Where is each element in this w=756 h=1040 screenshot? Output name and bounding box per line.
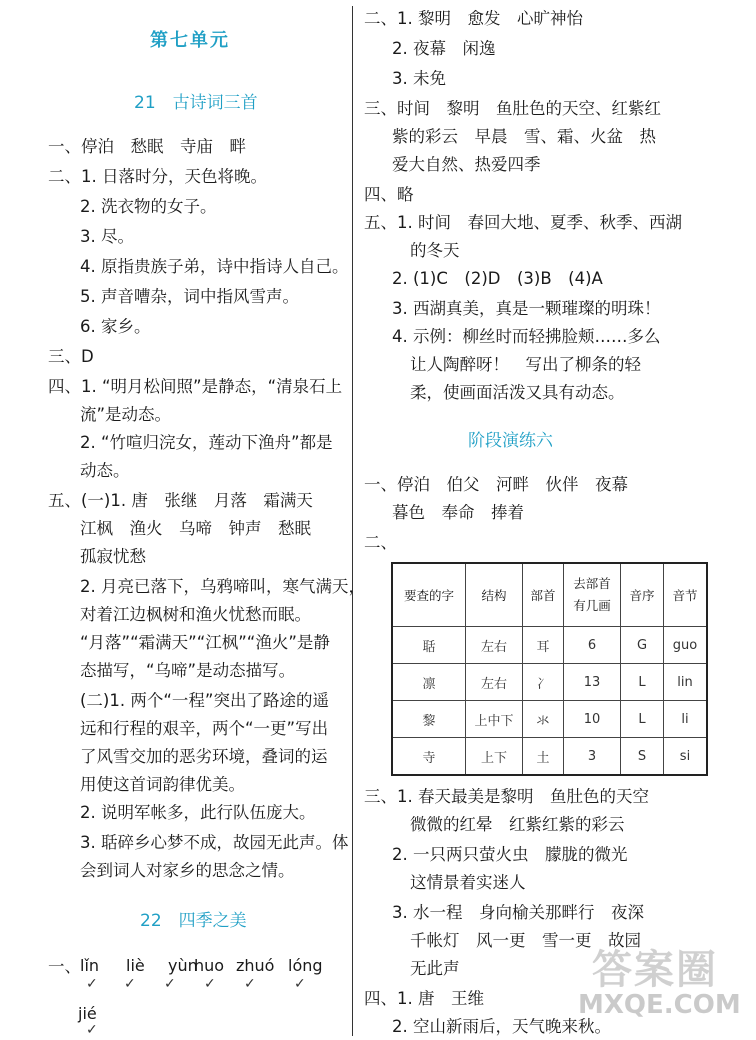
pinyin-item: liè [126,956,145,975]
answer-line: 二、1. 日落时分，天色将晚。 [48,167,267,186]
answer-line: 会到词人对家乡的思念之情。 [80,861,295,880]
table-cell: 冫 [523,664,564,701]
table-header-cell: 去部首 有几画 [564,563,621,627]
answer-line: 一、停泊 愁眠 寺庙 畔 [48,137,246,156]
answer-line: 3. 水一程 身向榆关那畔行 夜深 [392,903,644,922]
table-cell: li [664,701,708,738]
answer-line: 6. 家乡。 [80,317,151,336]
table-row [392,701,707,738]
lesson-22-title: 22 四季之美 [140,911,247,931]
table-cell: si [664,738,708,776]
table-header-row [392,563,707,627]
table-cell: L [621,664,664,701]
table-header-cell: 要查的字 [392,563,466,627]
table-cell: guo [664,627,708,664]
table-cell: 耳 [523,627,564,664]
answer-line: 三、1. 春天最美是黎明 鱼肚色的天空 [364,787,649,806]
answer-line: 孤寂忧愁 [80,547,146,566]
column-divider [352,6,353,1036]
watermark-url: MXQE.COM [578,990,741,1020]
answer-line: 用使这首词韵律优美。 [80,775,245,794]
table-cell: G [621,627,664,664]
pinyin-item: zhuó [236,956,275,975]
table-cell: 土 [523,738,564,776]
table-header-cell: 音节 [664,563,708,627]
answer-line: 这情景着实迷人 [410,873,526,892]
table-cell: 上下 [466,738,523,776]
check-mark-icon: ✓ [204,976,216,992]
answer-line: 一、停泊 伯父 河畔 伙伴 夜幕 [364,475,628,494]
answer-line: 态描写，“乌啼”是动态描写。 [80,661,296,680]
answer-line: 对着江边枫树和渔火忧愁而眠。 [80,605,311,624]
pinyin-item: lǐn [80,956,100,975]
table-cell: 6 [564,627,621,664]
answer-line: 远和行程的艰辛，两个“一更”写出 [80,719,329,738]
answer-line: 二、1. 黎明 愈发 心旷神怡 [364,9,583,28]
pinyin-item: lóng [288,956,323,975]
answer-line: 无此声 [410,959,460,978]
pinyin-prefix: 一、 [48,957,81,976]
answer-line: 的冬天 [410,241,460,260]
answer-line: 三、时间 黎明 鱼肚色的天空、红紫红 [364,99,661,118]
answer-line: 紫的彩云 早晨 雪、霜、火盆 热 [392,127,656,146]
table-cell: 10 [564,701,621,738]
table-row [392,738,707,776]
pinyin-item: yùn [168,956,198,975]
answer-line: 2. “竹喧归浣女，莲动下渔舟”都是 [80,433,333,452]
answer-line: 爱大自然、热爱四季 [392,155,541,174]
answer-line: 2. (1)C (2)D (3)B (4)A [392,269,603,288]
answer-line: 流”是动态。 [80,405,172,424]
answer-line: 柔，使画面活泼又具有动态。 [410,383,625,402]
answer-line: 四、略 [364,185,414,204]
table-row [392,627,707,664]
unit-title: 第七单元 [150,30,230,51]
answer-line: 2. 空山新雨后，天气晚来秋。 [392,1017,611,1036]
answer-line: 3. 尽。 [80,227,134,246]
answer-line: 动态。 [80,461,130,480]
table-cell: S [621,738,664,776]
check-mark-icon: ✓ [86,1022,98,1038]
answer-line: 让人陶醉呀！ 写出了柳条的轻 [410,355,641,374]
watermark-logo: 答案圈 [592,947,718,993]
stage-title: 阶段演练六 [468,431,553,451]
answer-line: 2. 月亮已落下，乌鸦啼叫，寒气满天， [80,577,365,596]
answer-line: 2. 一只两只萤火虫 朦胧的微光 [392,845,628,864]
answer-line: 了风雪交加的恶劣环境，叠词的运 [80,747,328,766]
answer-line: 2. 说明军帐多，此行队伍庞大。 [80,803,316,822]
answer-line: 五、1. 时间 春回大地、夏季、秋季、西湖 [364,213,682,232]
character-lookup-table [391,562,708,776]
table-header-cell: 音序 [621,563,664,627]
answer-line: 暮色 奉命 捧着 [392,503,524,522]
table-cell: 黎 [392,701,466,738]
lesson-21-title: 21 古诗词三首 [134,93,258,113]
answer-line: (二)1. 两个“一程”突出了路途的遥 [80,691,329,710]
answer-line: 4. 示例：柳丝时而轻拂脸颊……多么 [392,327,661,346]
answer-line: 三、D [48,347,94,366]
pinyin-item: huo [194,956,225,975]
table-cell: 氺 [523,701,564,738]
pinyin-item: jié [78,1004,97,1023]
answer-line: 3. 西湖真美，真是一颗璀璨的明珠！ [392,299,661,318]
answer-line: 2. 夜幕 闲逸 [392,39,496,58]
table-cell: L [621,701,664,738]
table-header-cell: 部首 [523,563,564,627]
table-cell: 寺 [392,738,466,776]
table-cell: 凛 [392,664,466,701]
check-mark-icon: ✓ [86,976,98,992]
answer-line: 微微的红晕 红紫红紫的彩云 [410,815,625,834]
table-cell: 聒 [392,627,466,664]
table-cell: 上中下 [466,701,523,738]
answer-line: 江枫 渔火 乌啼 钟声 愁眠 [80,519,311,538]
answer-line: 3. 聒碎乡心梦不成，故园无此声。体 [80,833,349,852]
check-mark-icon: ✓ [294,976,306,992]
check-mark-icon: ✓ [124,976,136,992]
answer-line: 四、1. 唐 王维 [364,989,484,1008]
table-cell: 左右 [466,664,523,701]
table-cell: lin [664,664,708,701]
answer-line: 5. 声音嘈杂，词中指风雪声。 [80,287,299,306]
answer-line: “月落”“霜满天”“江枫”“渔火”是静 [80,633,330,652]
answer-line: 2. 洗衣物的女子。 [80,197,217,216]
table-cell: 3 [564,738,621,776]
table-row [392,664,707,701]
table-header-cell: 结构 [466,563,523,627]
answer-line: 二、 [364,533,397,552]
answer-line: 五、(一)1. 唐 张继 月落 霜满天 [48,491,313,510]
check-mark-icon: ✓ [164,976,176,992]
answer-line: 3. 未免 [392,69,446,88]
table-cell: 左右 [466,627,523,664]
answer-line: 千帐灯 风一更 雪一更 故园 [410,931,641,950]
table-cell: 13 [564,664,621,701]
check-mark-icon: ✓ [244,976,256,992]
answer-line: 四、1. “明月松间照”是静态，“清泉石上 [48,377,343,396]
answer-line: 4. 原指贵族子弟，诗中指诗人自己。 [80,257,349,276]
